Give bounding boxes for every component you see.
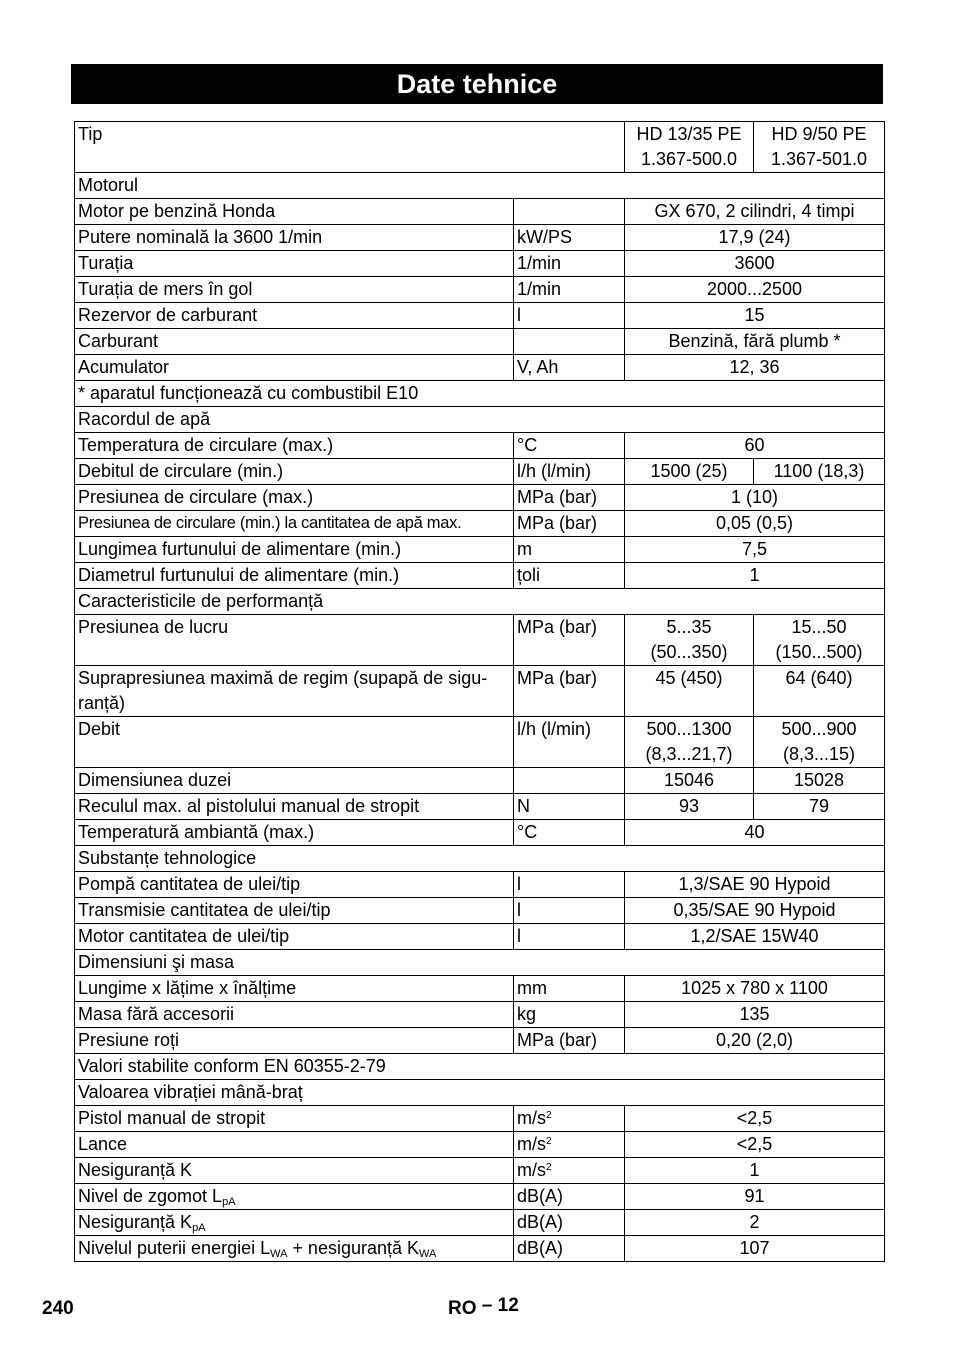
row-label: Presiune roți — [75, 1028, 514, 1054]
table-row — [75, 329, 885, 355]
row-value-both-models: 1 — [625, 563, 885, 589]
section-heading: * aparatul funcționează cu combustibil E10 — [75, 381, 885, 407]
row-value-model-b: 15028 — [754, 768, 885, 794]
table-header-row — [75, 122, 885, 173]
row-value-both-models: 1025 x 780 x 1100 — [625, 976, 885, 1002]
row-label: Motor pe benzină Honda — [75, 199, 514, 225]
table-row — [75, 225, 885, 251]
model-a-name: HD 13/35 PE — [636, 124, 742, 144]
language-page-marker — [448, 1295, 519, 1320]
table-row — [75, 898, 885, 924]
row-value-both-models: 1,3/SAE 90 Hypoid — [625, 872, 885, 898]
section-page: – 12 — [481, 1295, 519, 1316]
unit-superscript: 2 — [546, 1162, 552, 1173]
row-unit: MPa (bar) — [514, 511, 625, 537]
row-label: Diametrul furtunului de alimentare (min.) — [75, 563, 514, 589]
section-heading: Racordul de apă — [75, 407, 885, 433]
row-value-model-b: 79 — [754, 794, 885, 820]
row-unit — [514, 768, 625, 794]
row-label: Pistol manual de stropit — [75, 1106, 514, 1132]
row-unit: MPa (bar) — [514, 615, 625, 666]
model-b-part-number: 1.367-501.0 — [770, 149, 868, 169]
label-subscript: pA — [192, 1222, 206, 1234]
label-text-continued: + nesiguranță K — [287, 1238, 420, 1258]
row-value-both-models: 91 — [625, 1184, 885, 1210]
section-row — [75, 846, 885, 872]
row-label — [75, 666, 514, 717]
section-heading: Valoarea vibrației mână-braț — [75, 1080, 885, 1106]
row-label: Presiunea de circulare (min.) la cantitatea de apă max. — [75, 511, 514, 537]
row-label: Lungime x lățime x înălțime — [75, 976, 514, 1002]
model-a-part-number: 1.367-500.0 — [640, 149, 738, 169]
label-text: Nesiguranță K — [78, 1212, 193, 1232]
table-row — [75, 976, 885, 1002]
unit-text: m/s — [517, 1160, 546, 1180]
row-unit: MPa (bar) — [514, 1028, 625, 1054]
label-subscript: WA — [270, 1248, 288, 1260]
row-unit: l — [514, 924, 625, 950]
row-unit — [514, 1132, 625, 1158]
row-value-model-a — [625, 615, 754, 666]
section-heading: Motorul — [75, 173, 885, 199]
row-unit: kW/PS — [514, 225, 625, 251]
label-subscript: pA — [222, 1196, 236, 1208]
row-value-both-models: 3600 — [625, 251, 885, 277]
row-value-both-models: 15 — [625, 303, 885, 329]
cell-line: 500...1300 — [646, 719, 732, 739]
row-unit: 1/min — [514, 251, 625, 277]
row-unit — [514, 1158, 625, 1184]
row-unit: mm — [514, 976, 625, 1002]
table-row — [75, 199, 885, 225]
section-heading: Caracteristicile de performanță — [75, 589, 885, 615]
row-label: Lance — [75, 1132, 514, 1158]
row-value-both-models: 1,2/SAE 15W40 — [625, 924, 885, 950]
row-label: Presiunea de lucru — [75, 615, 514, 666]
row-value-both-models: 2000...2500 — [625, 277, 885, 303]
row-value-model-a — [625, 717, 754, 768]
row-value-both-models: 17,9 (24) — [625, 225, 885, 251]
row-value-both-models: 7,5 — [625, 537, 885, 563]
cell-line: ranță) — [78, 693, 126, 713]
row-unit: dB(A) — [514, 1210, 625, 1236]
row-unit: °C — [514, 433, 625, 459]
row-unit: V, Ah — [514, 355, 625, 381]
cell-line: Suprapresiunea maximă de regim (supapă de sigu- — [78, 668, 488, 688]
row-unit: dB(A) — [514, 1236, 625, 1262]
unit-text: m/s — [517, 1108, 546, 1128]
cell-line: (8,3...21,7) — [645, 744, 733, 764]
cell-line: (8,3...15) — [782, 744, 856, 764]
section-row — [75, 407, 885, 433]
unit-text: m/s — [517, 1134, 546, 1154]
row-label: Turația de mers în gol — [75, 277, 514, 303]
row-value-both-models: 0,05 (0,5) — [625, 511, 885, 537]
type-label: Tip — [75, 122, 625, 173]
row-label: Temperatură ambiantă (max.) — [75, 820, 514, 846]
row-label: Rezervor de carburant — [75, 303, 514, 329]
row-label — [75, 1210, 514, 1236]
section-row — [75, 1054, 885, 1080]
table-row — [75, 1106, 885, 1132]
model-b-header — [754, 122, 885, 173]
table-row — [75, 1210, 885, 1236]
row-value-model-b: 64 (640) — [754, 666, 885, 717]
row-unit: l/h (l/min) — [514, 459, 625, 485]
table-row — [75, 1158, 885, 1184]
table-row — [75, 794, 885, 820]
row-label: Lungimea furtunului de alimentare (min.) — [75, 537, 514, 563]
table-row — [75, 1002, 885, 1028]
row-label: Motor cantitatea de ulei/tip — [75, 924, 514, 950]
row-value-model-b — [754, 615, 885, 666]
row-value-model-a: 93 — [625, 794, 754, 820]
section-row — [75, 589, 885, 615]
section-heading: Dimensiuni şi masa — [75, 950, 885, 976]
row-unit: dB(A) — [514, 1184, 625, 1210]
table-row — [75, 563, 885, 589]
table-row — [75, 1184, 885, 1210]
table-row — [75, 303, 885, 329]
table-row — [75, 1132, 885, 1158]
row-unit: l/h (l/min) — [514, 717, 625, 768]
row-value-both-models: 107 — [625, 1236, 885, 1262]
table-row — [75, 768, 885, 794]
row-unit: N — [514, 794, 625, 820]
cell-line: (150...500) — [775, 642, 863, 662]
row-label: Pompă cantitatea de ulei/tip — [75, 872, 514, 898]
model-b-name: HD 9/50 PE — [771, 124, 867, 144]
row-label: Masa fără accesorii — [75, 1002, 514, 1028]
table-row — [75, 615, 885, 666]
row-unit: MPa (bar) — [514, 666, 625, 717]
section-row — [75, 173, 885, 199]
row-value-both-models: 60 — [625, 433, 885, 459]
label-subscript: WA — [419, 1248, 437, 1260]
section-row — [75, 381, 885, 407]
table-row — [75, 717, 885, 768]
row-value-both-models: 40 — [625, 820, 885, 846]
row-value-both-models: 135 — [625, 1002, 885, 1028]
row-label: Presiunea de circulare (max.) — [75, 485, 514, 511]
row-value-model-a: 45 (450) — [625, 666, 754, 717]
table-row — [75, 251, 885, 277]
row-value-model-a: 1500 (25) — [625, 459, 754, 485]
table-row — [75, 433, 885, 459]
row-label: Carburant — [75, 329, 514, 355]
row-label: Temperatura de circulare (max.) — [75, 433, 514, 459]
row-unit — [514, 329, 625, 355]
row-value-both-models: <2,5 — [625, 1106, 885, 1132]
row-label — [75, 1236, 514, 1262]
row-unit: l — [514, 303, 625, 329]
table-row — [75, 511, 885, 537]
table-row — [75, 537, 885, 563]
table-row — [75, 277, 885, 303]
row-label: Acumulator — [75, 355, 514, 381]
table-row — [75, 459, 885, 485]
language-code: RO — [448, 1298, 477, 1319]
row-value-both-models: 0,20 (2,0) — [625, 1028, 885, 1054]
table-row — [75, 1028, 885, 1054]
label-text: Nivelul puterii energiei L — [78, 1238, 271, 1258]
row-label: Reculul max. al pistolului manual de stropit — [75, 794, 514, 820]
row-label: Debit — [75, 717, 514, 768]
row-unit: m — [514, 537, 625, 563]
table-row — [75, 666, 885, 717]
section-heading: Valori stabilite conform EN 60355-2-79 — [75, 1054, 885, 1080]
row-value-both-models: 1 (10) — [625, 485, 885, 511]
cell-line: (50...350) — [650, 642, 728, 662]
table-row — [75, 485, 885, 511]
row-unit: l — [514, 872, 625, 898]
row-unit: țoli — [514, 563, 625, 589]
table-row — [75, 872, 885, 898]
row-unit — [514, 199, 625, 225]
table-row — [75, 820, 885, 846]
model-a-header — [625, 122, 754, 173]
page-number: 240 — [42, 1298, 74, 1319]
table-row — [75, 355, 885, 381]
row-unit: l — [514, 898, 625, 924]
cell-line: 5...35 — [666, 617, 712, 637]
row-label: Nesiguranță K — [75, 1158, 514, 1184]
row-unit — [514, 1106, 625, 1132]
row-label — [75, 1184, 514, 1210]
row-value-model-b: 1100 (18,3) — [754, 459, 885, 485]
table-row — [75, 924, 885, 950]
row-label: Putere nominală la 3600 1/min — [75, 225, 514, 251]
label-text: Nivel de zgomot L — [78, 1186, 223, 1206]
row-label: Dimensiunea duzei — [75, 768, 514, 794]
row-value-both-models: 12, 36 — [625, 355, 885, 381]
row-unit: °C — [514, 820, 625, 846]
row-value-both-models: 2 — [625, 1210, 885, 1236]
row-label: Debitul de circulare (min.) — [75, 459, 514, 485]
section-row — [75, 950, 885, 976]
unit-superscript: 2 — [546, 1110, 552, 1121]
row-unit: kg — [514, 1002, 625, 1028]
technical-data-table — [74, 121, 885, 1262]
row-value-both-models: 1 — [625, 1158, 885, 1184]
row-value-both-models: GX 670, 2 cilindri, 4 timpi — [625, 199, 885, 225]
row-unit: MPa (bar) — [514, 485, 625, 511]
page-title: Date tehnice — [71, 64, 883, 104]
section-heading: Substanțe tehnologice — [75, 846, 885, 872]
row-value-both-models: <2,5 — [625, 1132, 885, 1158]
unit-superscript: 2 — [546, 1136, 552, 1147]
row-value-model-b — [754, 717, 885, 768]
cell-line: 500...900 — [781, 719, 857, 739]
row-value-both-models: 0,35/SAE 90 Hypoid — [625, 898, 885, 924]
row-label: Transmisie cantitatea de ulei/tip — [75, 898, 514, 924]
row-value-both-models: Benzină, fără plumb * — [625, 329, 885, 355]
table-row — [75, 1236, 885, 1262]
cell-line: 15...50 — [791, 617, 847, 637]
row-unit: 1/min — [514, 277, 625, 303]
row-value-model-a: 15046 — [625, 768, 754, 794]
section-row — [75, 1080, 885, 1106]
row-label: Turația — [75, 251, 514, 277]
